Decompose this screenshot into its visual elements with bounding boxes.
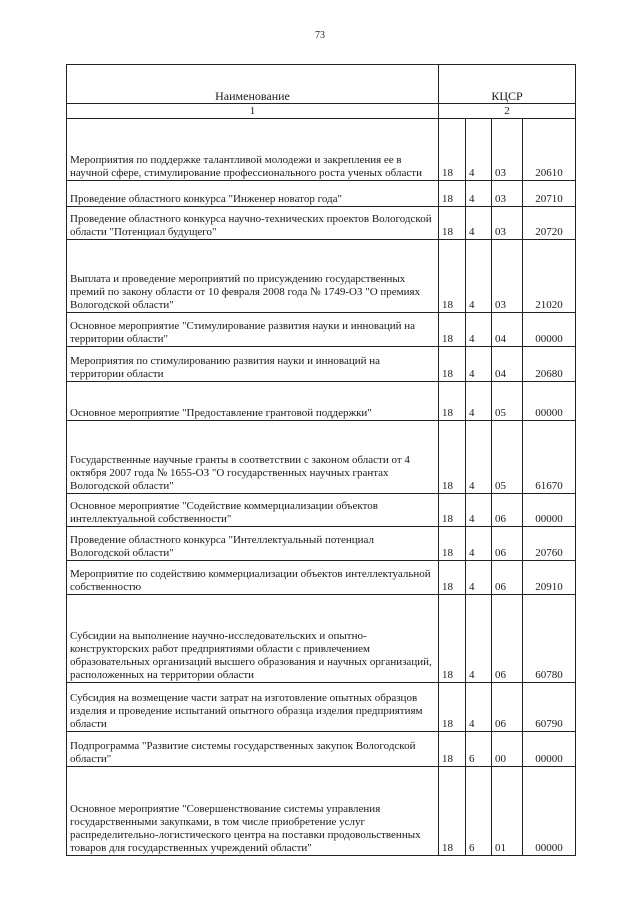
column-number-2: 2 bbox=[439, 104, 576, 119]
code-part-2: 6 bbox=[466, 732, 492, 767]
code-part-3: 06 bbox=[492, 683, 523, 732]
table-row bbox=[67, 181, 576, 207]
code-part-2: 4 bbox=[466, 494, 492, 527]
code-part-1: 18 bbox=[439, 313, 466, 347]
code-part-2: 4 bbox=[466, 595, 492, 683]
code-part-4: 20610 bbox=[523, 119, 576, 181]
code-part-1: 18 bbox=[439, 347, 466, 382]
code-part-4: 20720 bbox=[523, 207, 576, 240]
header-code: КЦСР bbox=[439, 65, 576, 104]
table-row bbox=[67, 119, 576, 181]
table-row bbox=[67, 732, 576, 767]
row-name: Основное мероприятие "Содействие коммерциализации объектов интеллектуальной собственности" bbox=[67, 494, 439, 527]
row-name: Мероприятия по стимулированию развития науки и инноваций на территории области bbox=[67, 347, 439, 382]
table-row bbox=[67, 347, 576, 382]
code-part-3: 06 bbox=[492, 595, 523, 683]
code-part-3: 03 bbox=[492, 119, 523, 181]
code-part-4: 20760 bbox=[523, 527, 576, 561]
table-row bbox=[67, 595, 576, 683]
table-row bbox=[67, 313, 576, 347]
row-name: Мероприятия по поддержке талантливой молодежи и закрепления ее в научной сфере, стимулирование профессионального роста ученых области bbox=[67, 119, 439, 181]
code-part-4: 60790 bbox=[523, 683, 576, 732]
row-name: Мероприятие по содействию коммерциализации объектов интеллектуальной собственностю bbox=[67, 561, 439, 595]
row-name: Субсидия на возмещение части затрат на изготовление опытных образцов изделия и проведение испытаний опытного образца изделия предприятиям области bbox=[67, 683, 439, 732]
code-part-4: 61670 bbox=[523, 421, 576, 494]
code-part-1: 18 bbox=[439, 494, 466, 527]
code-part-1: 18 bbox=[439, 382, 466, 421]
header-row bbox=[67, 65, 576, 104]
code-part-2: 4 bbox=[466, 207, 492, 240]
code-part-4: 20910 bbox=[523, 561, 576, 595]
row-name: Проведение областного конкурса "Инженер новатор года" bbox=[67, 181, 439, 207]
code-part-2: 4 bbox=[466, 683, 492, 732]
row-name: Основное мероприятие "Стимулирование развития науки и инноваций на территории области" bbox=[67, 313, 439, 347]
row-name: Основное мероприятие "Предоставление грантовой поддержки" bbox=[67, 382, 439, 421]
code-part-3: 04 bbox=[492, 313, 523, 347]
code-part-2: 4 bbox=[466, 527, 492, 561]
column-number-1: 1 bbox=[67, 104, 439, 119]
header-name: Наименование bbox=[67, 65, 439, 104]
code-part-3: 05 bbox=[492, 421, 523, 494]
code-part-2: 4 bbox=[466, 240, 492, 313]
table-row bbox=[67, 421, 576, 494]
code-part-1: 18 bbox=[439, 421, 466, 494]
table-row bbox=[67, 767, 576, 856]
code-part-1: 18 bbox=[439, 595, 466, 683]
code-part-1: 18 bbox=[439, 181, 466, 207]
code-part-4: 00000 bbox=[523, 382, 576, 421]
column-number-row bbox=[67, 104, 576, 119]
code-part-2: 4 bbox=[466, 313, 492, 347]
table-row bbox=[67, 683, 576, 732]
row-name: Подпрограмма "Развитие системы государственных закупок Вологодской области" bbox=[67, 732, 439, 767]
code-part-2: 4 bbox=[466, 347, 492, 382]
code-part-3: 06 bbox=[492, 527, 523, 561]
table-row bbox=[67, 207, 576, 240]
code-part-3: 06 bbox=[492, 561, 523, 595]
row-name: Основное мероприятие "Совершенствование системы управления государственными закупками, в том числе приобретение услуг распределительно-логистического центра на поставки продовольственных товаров для государственных учреждений области" bbox=[67, 767, 439, 856]
table-row bbox=[67, 527, 576, 561]
code-part-1: 18 bbox=[439, 527, 466, 561]
code-part-3: 03 bbox=[492, 181, 523, 207]
table-row bbox=[67, 494, 576, 527]
code-part-2: 4 bbox=[466, 382, 492, 421]
row-name: Субсидии на выполнение научно-исследовательских и опытно-конструкторских работ предприятиями области с привлечением образовательных организаций высшего образования и научных организаций, расположенных на территории области bbox=[67, 595, 439, 683]
kcsr-table bbox=[66, 64, 576, 856]
code-part-2: 4 bbox=[466, 119, 492, 181]
table-row bbox=[67, 382, 576, 421]
row-name: Проведение областного конкурса "Интеллектуальный потенциал Вологодской области" bbox=[67, 527, 439, 561]
code-part-1: 18 bbox=[439, 240, 466, 313]
code-part-1: 18 bbox=[439, 683, 466, 732]
page-number: 73 bbox=[315, 30, 325, 41]
code-part-4: 60780 bbox=[523, 595, 576, 683]
code-part-1: 18 bbox=[439, 561, 466, 595]
code-part-1: 18 bbox=[439, 119, 466, 181]
code-part-3: 05 bbox=[492, 382, 523, 421]
code-part-4: 21020 bbox=[523, 240, 576, 313]
code-part-1: 18 bbox=[439, 732, 466, 767]
code-part-4: 00000 bbox=[523, 494, 576, 527]
code-part-1: 18 bbox=[439, 207, 466, 240]
table-row bbox=[67, 561, 576, 595]
row-name: Выплата и проведение мероприятий по присуждению государственных премий по закону области от 10 февраля 2008 года № 1749-ОЗ "О премиях Вологодской области" bbox=[67, 240, 439, 313]
code-part-3: 04 bbox=[492, 347, 523, 382]
code-part-2: 4 bbox=[466, 421, 492, 494]
code-part-4: 00000 bbox=[523, 732, 576, 767]
code-part-4: 20680 bbox=[523, 347, 576, 382]
table-row bbox=[67, 240, 576, 313]
code-part-2: 6 bbox=[466, 767, 492, 856]
code-part-2: 4 bbox=[466, 181, 492, 207]
code-part-4: 00000 bbox=[523, 313, 576, 347]
code-part-1: 18 bbox=[439, 767, 466, 856]
code-part-3: 03 bbox=[492, 207, 523, 240]
code-part-2: 4 bbox=[466, 561, 492, 595]
code-part-4: 00000 bbox=[523, 767, 576, 856]
row-name: Проведение областного конкурса научно-технических проектов Вологодской области "Потенциал будущего" bbox=[67, 207, 439, 240]
code-part-3: 03 bbox=[492, 240, 523, 313]
code-part-3: 00 bbox=[492, 732, 523, 767]
code-part-3: 06 bbox=[492, 494, 523, 527]
code-part-4: 20710 bbox=[523, 181, 576, 207]
row-name: Государственные научные гранты в соответствии с законом области от 4 октября 2007 года № 1655-ОЗ "О государственных научных грантах Вологодской области" bbox=[67, 421, 439, 494]
code-part-3: 01 bbox=[492, 767, 523, 856]
